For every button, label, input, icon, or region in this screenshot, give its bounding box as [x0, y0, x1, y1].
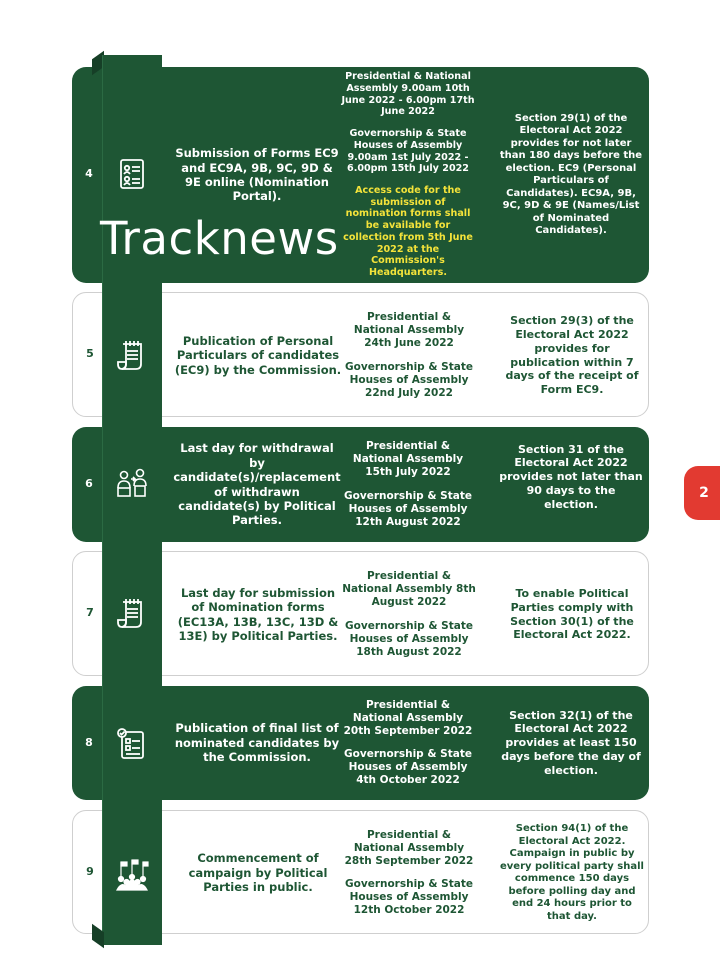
legal-basis-text: Section 29(1) of the Electoral Act 2022 provides for not later than 180 days before the election. EC9 (Personal Particulars of Candidates). EC9A, 9B, 9C, 9D & 9E (Names/List of Nominated Candidates).: [499, 112, 643, 236]
row-legal-basis: [498, 67, 644, 283]
row-description: [172, 686, 342, 800]
form-document-icon: [115, 157, 149, 191]
date-presidential: Presidential & National Assembly 8th August 2022: [342, 570, 476, 609]
candidates-replacement-icon: [115, 466, 149, 500]
row-legal-basis: [499, 293, 645, 418]
description-text: Publication of final list of nominated candidates by the Commission.: [174, 721, 340, 765]
row-description: [173, 811, 343, 935]
campaign-crowd-icon: [115, 858, 149, 892]
date-governorship: Governorship & State Houses of Assembly 12th October 2022: [345, 878, 473, 917]
date-presidential: Presidential & National Assembly 24th June 2022: [353, 311, 465, 350]
row-dates: [340, 686, 476, 800]
row-number: 4: [85, 167, 93, 180]
description-text: Last day for withdrawal by candidate(s)/replacement of withdrawn candidate(s) by Political Parties.: [173, 441, 341, 528]
row-description: [173, 552, 343, 677]
legal-basis-text: Section 32(1) of the Electoral Act 2022 provides at least 150 days before the day of election.: [501, 708, 641, 777]
date-governorship: Governorship & State Houses of Assembly 12th August 2022: [344, 489, 472, 528]
row-description: [172, 427, 342, 542]
row-number: 7: [86, 606, 94, 619]
row-number: 8: [85, 736, 93, 749]
date-presidential: Presidential & National Assembly 15th July 2022: [352, 440, 464, 479]
row-dates: [341, 552, 477, 677]
tracknews-watermark: Tracknews: [100, 212, 339, 265]
legal-basis-text: Section 94(1) of the Electoral Act 2022. Campaign in public by every political party shall commence 150 days before polling day and end 24 hours prior to that day.: [500, 823, 644, 922]
row-legal-basis: [499, 811, 645, 935]
date-presidential: Presidential & National Assembly 28th September 2022: [344, 828, 474, 867]
date-note: Access code for the submission of nomination forms shall be available for collection from 5th June 2022 at the Commission's Headquarters.: [343, 185, 473, 278]
legal-basis-text: Section 29(3) of the Electoral Act 2022 provides for publication within 7 days of the receipt of Form EC9.: [505, 314, 639, 396]
notepad-icon: [115, 596, 149, 630]
legal-basis-text: To enable Political Parties comply with Section 30(1) of the Electoral Act 2022.: [510, 587, 634, 642]
description-text: Last day for submission of Nomination forms (EC13A, 13B, 13C, 13D & 13E) by Political Parties.: [177, 585, 339, 643]
checklist-icon: [115, 727, 149, 761]
row-legal-basis: [498, 427, 644, 527]
date-presidential: Presidential & National Assembly 20th September 2022: [343, 698, 473, 737]
date-governorship: Governorship & State Houses of Assembly 9.00am 1st July 2022 - 6.00pm 15th July 2022: [347, 128, 469, 175]
description-text: Publication of Personal Particulars of candidates (EC9) by the Commission.: [174, 333, 342, 377]
row-dates: [340, 427, 476, 542]
row-description: [173, 293, 343, 418]
row-number: 6: [85, 477, 93, 490]
date-governorship: Governorship & State Houses of Assembly 4th October 2022: [344, 748, 472, 787]
row-number: 9: [86, 865, 94, 878]
row-legal-basis: [499, 552, 645, 677]
row-dates: [341, 811, 477, 935]
date-presidential: Presidential & National Assembly 9.00am 10th June 2022 - 6.00pm 17th June 2022: [341, 71, 475, 118]
notepad-icon: [115, 338, 149, 372]
date-governorship: Governorship & State Houses of Assembly 22nd July 2022: [345, 360, 473, 399]
row-legal-basis: [498, 686, 644, 800]
date-governorship: Governorship & State Houses of Assembly 18th August 2022: [345, 619, 473, 658]
description-text: Submission of Forms EC9 and EC9A, 9B, 9C, 9D & 9E online (Nomination Portal).: [175, 146, 339, 204]
description-text: Commencement of campaign by Political Parties in public.: [188, 851, 328, 895]
page-number-text: 2: [699, 485, 709, 501]
row-dates: [340, 67, 476, 283]
legal-basis-text: Section 31 of the Electoral Act 2022 provides not later than 90 days to the election.: [499, 442, 643, 511]
row-number: 5: [86, 347, 94, 360]
row-dates: [341, 293, 477, 418]
page-number-badge[interactable]: [684, 466, 720, 520]
